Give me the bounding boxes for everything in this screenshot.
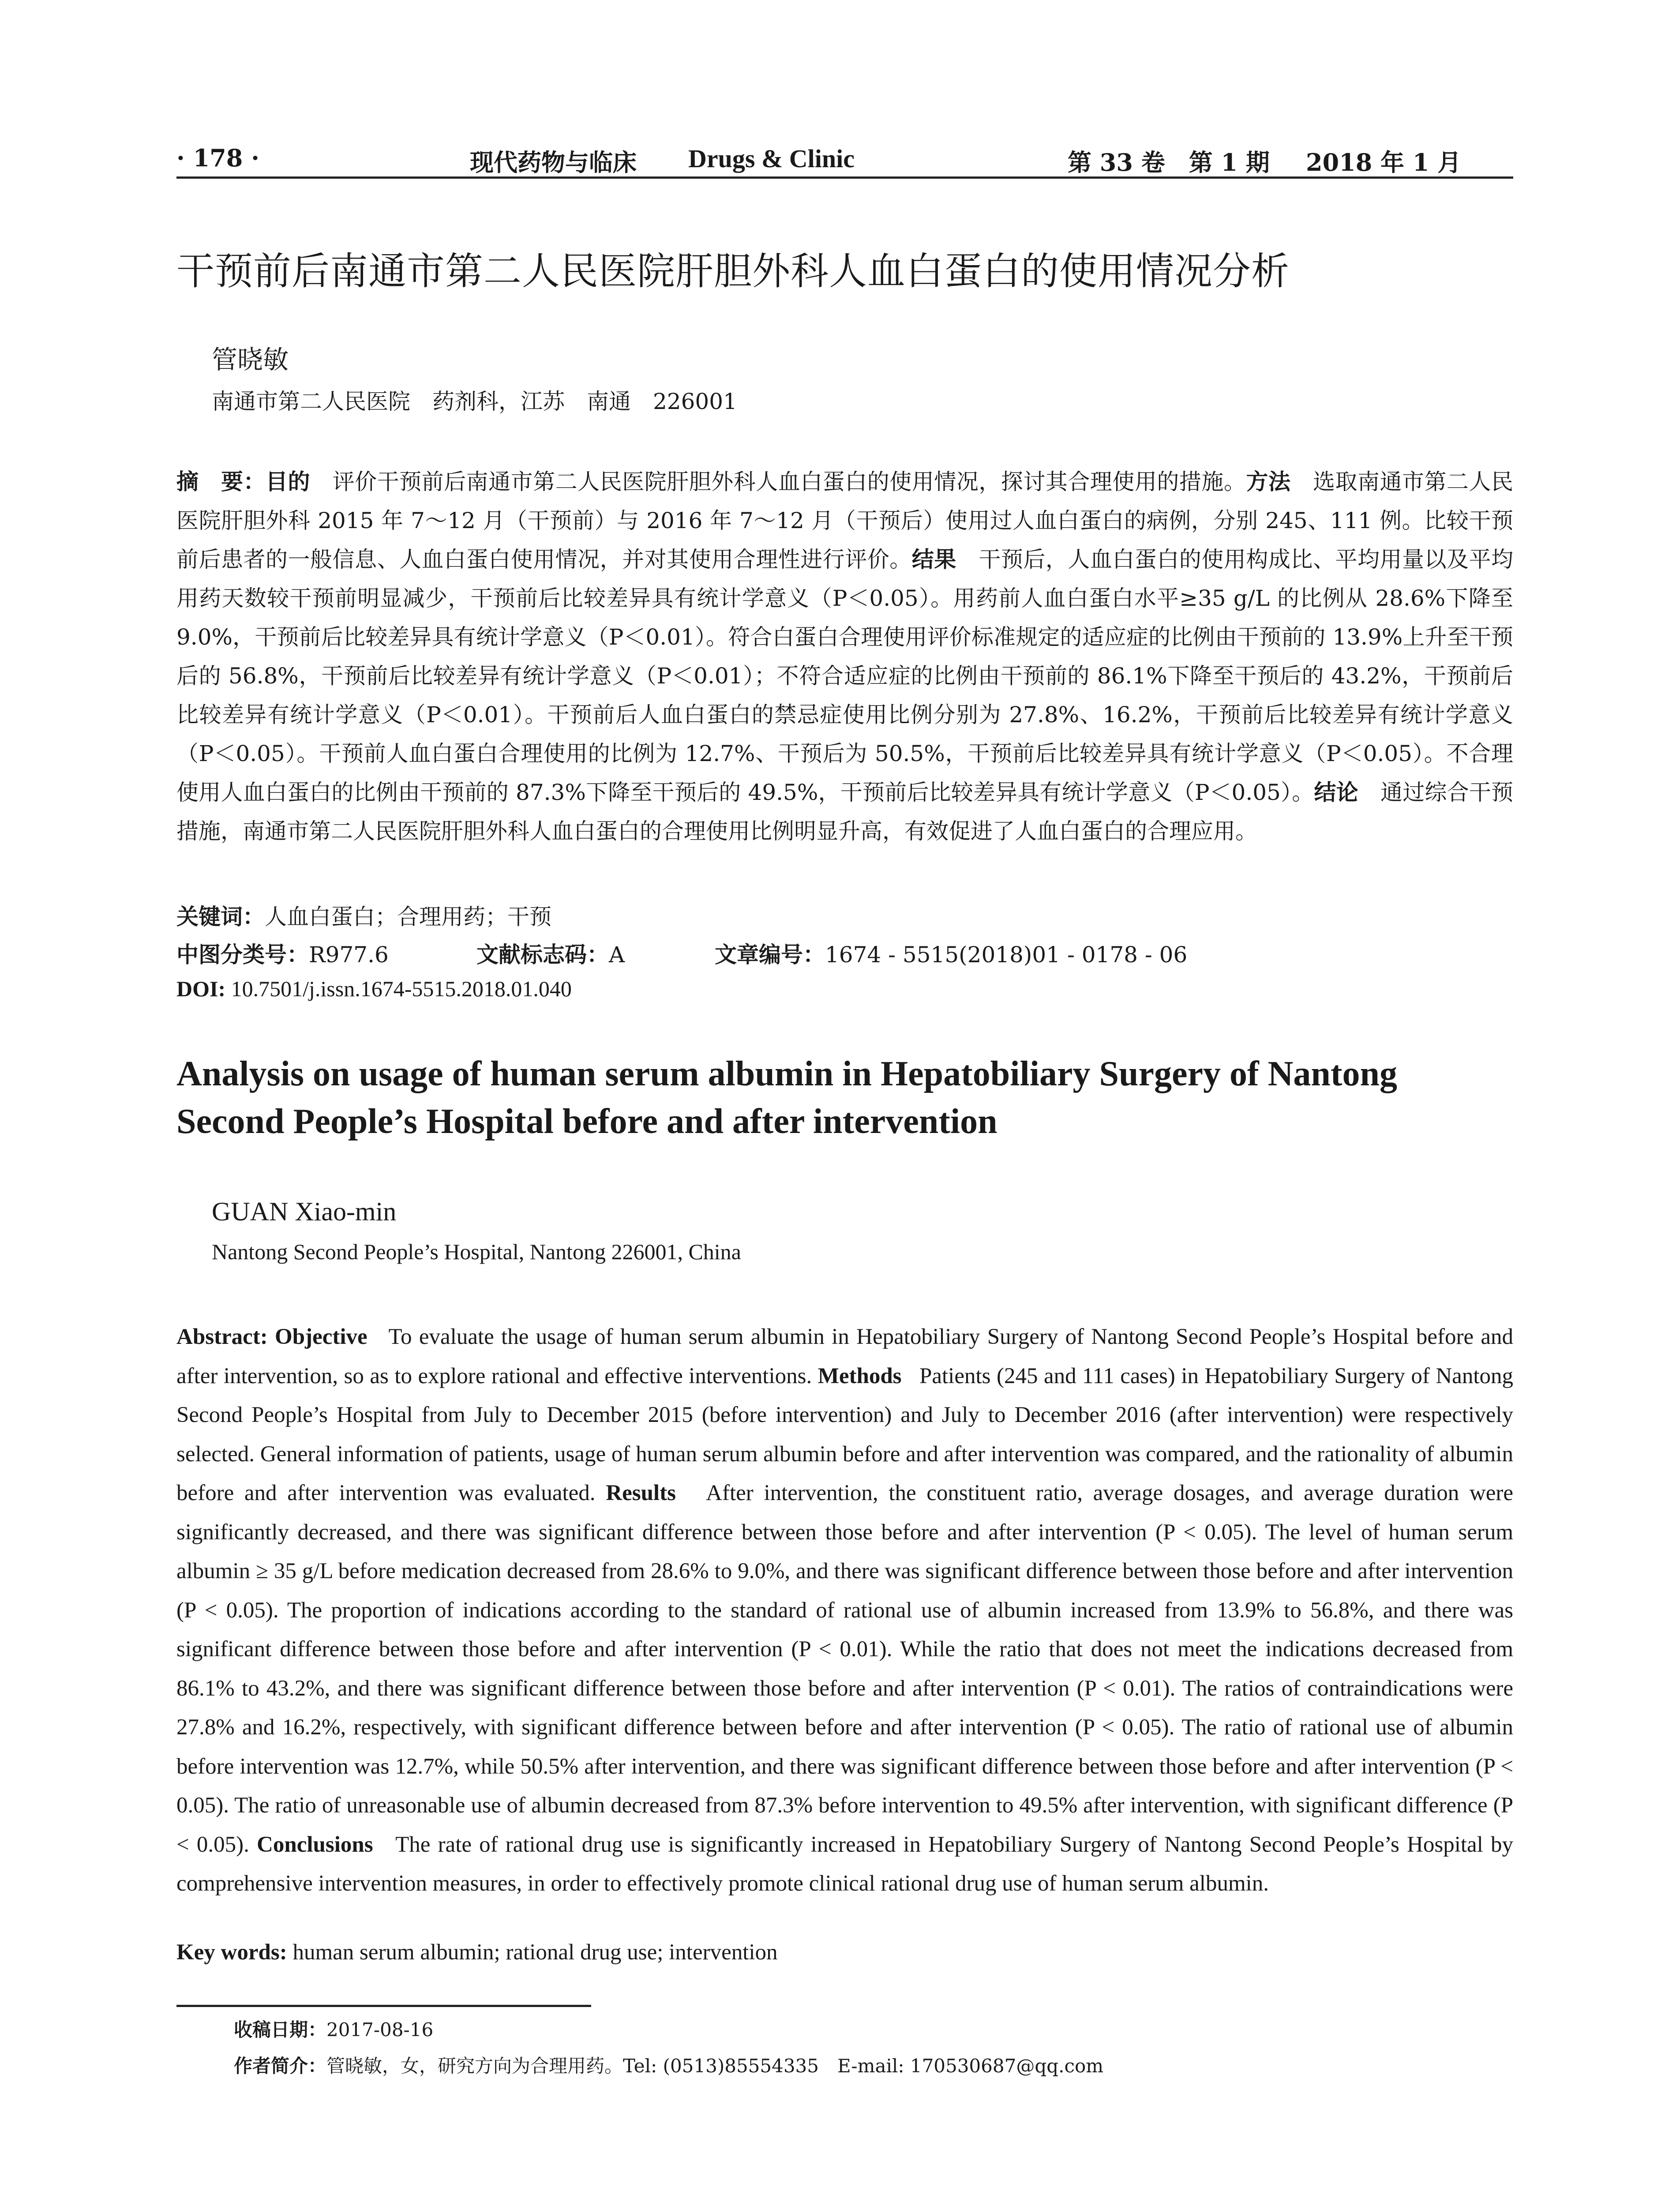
methods-label-cn: 方法	[1246, 469, 1291, 495]
conclusions-label-en: Conclusions	[257, 1832, 373, 1857]
keywords-label-en: Key words:	[176, 1940, 287, 1965]
objective-text-cn: 评价干预前后南通市第二人民医院肝胆外科人血白蛋白的使用情况，探讨其合理使用的措施。	[332, 469, 1246, 495]
keywords-label-cn: 关键词：	[176, 904, 265, 930]
author-cn: 管晓敏	[212, 345, 289, 375]
author-en: GUAN Xiao-min	[212, 1197, 397, 1226]
abstract-cn	[176, 462, 1513, 851]
received-date	[234, 2015, 433, 2042]
doi-value: 10.7501/j.issn.1674-5515.2018.01.040	[231, 976, 572, 1001]
title-en-line1: Analysis on usage of human serum albumin in Hepatobiliary Surgery of Nantong	[176, 1054, 1398, 1093]
keywords-text-cn: 人血白蛋白；合理用药；干预	[265, 904, 551, 930]
objective-label-cn: 目的	[266, 469, 311, 495]
title-cn: 干预前后南通市第二人民医院肝胆外科人血白蛋白的使用情况分析	[176, 249, 1290, 293]
journal-name-en: Drugs & Clinic	[688, 144, 855, 173]
doccode-value: A	[609, 942, 625, 968]
doi-label: DOI:	[176, 976, 226, 1001]
clc-value: R977.6	[309, 942, 389, 968]
methods-label-en: Methods	[818, 1363, 902, 1388]
journal-name-cn: 现代药物与临床	[470, 148, 637, 176]
conclusion-text-cn: 通过综合干预措施，南通市第二人民医院肝胆外科人血白蛋白的合理使用比例明显升高，有效促进了人血白蛋白的合理应用。	[176, 780, 1514, 844]
page-number: · 178 ·	[176, 144, 259, 172]
footnote-rule	[176, 2005, 591, 2007]
bio-value: 管晓敏，女，研究方向为合理用药。Tel: (0513)85554335 E-mail: 170530687@qq.com	[326, 2055, 1104, 2077]
author-bio	[234, 2052, 1103, 2078]
objective-label-en: Objective	[275, 1324, 368, 1349]
results-text-cn: 干预后，人血白蛋白的使用构成比、平均用量以及平均用药天数较干预前明显减少，干预前后比较差异具有统计学意义（P＜0.05）。用药前人血白蛋白水平≥35 g/L 的比例从 28.6%下降至 9.0%，干预前后比较差异具有统计学意义（P＜0.01）。符合白蛋白合理使用评价标准规定的适应症的比例由干预前的 13.9%上升至干预后的 56.8%，干预前后比较差异有统计学意义（P＜0.01）；不符合适应症的比例由干预前的 86.1%下降至干预后的 43.2%，干预前后比较差异有统计学意义（P＜0.01）。干预前后人血白蛋白的禁忌症使用比例分别为 27.8%、16.2%，干预前后比较差异有统计学意义（P＜0.05）。干预前人血白蛋白合理使用的比例为 12.7%、干预后为 50.5%，干预前后比较差异具有统计学意义（P＜0.05）。不合理使用人血白蛋白的比例由干预前的 87.3%下降至干预后的 49.5%，干预前后比较差异具有统计学意义（P＜0.05）。	[176, 547, 1514, 805]
keywords-text-en: human serum albumin; rational drug use; intervention	[292, 1940, 778, 1965]
methods-text-en: Patients (245 and 111 cases) in Hepatobiliary Surgery of Nantong Second People’s Hospital from July to December 2015 (before intervention) and July to December 2016 (after intervention) were respectively selected. General information of patients, usage of human serum albumin before and after intervention was compared, and the rationality of albumin before and after intervention was evaluated.	[176, 1363, 1513, 1505]
objective-text-en: To evaluate the usage of human serum albumin in Hepatobiliary Surgery of Nantong Second People’s Hospital before and after intervention, so as to explore rational and effective interventions.	[176, 1324, 1513, 1388]
keywords-cn	[176, 899, 551, 931]
affiliation-en: Nantong Second People’s Hospital, Nantong 226001, China	[212, 1239, 741, 1264]
methods-text-cn: 选取南通市第二人民医院肝胆外科 2015 年 7～12 月（干预前）与 2016 年 7～12 月（干预后）使用过人血白蛋白的病例，分别 245、111 例。比较干预前后患者的一般信息、人血白蛋白使用情况，并对其使用合理性进行评价。	[176, 469, 1514, 572]
title-en-line2: Second People’s Hospital before and after intervention	[176, 1102, 998, 1141]
volume-issue: 第 33 卷 第 1 期	[1068, 148, 1270, 176]
keywords-en	[176, 1940, 778, 1965]
abstract-label-en: Abstract:	[176, 1324, 268, 1349]
doi-line	[176, 976, 572, 1002]
abstract-en	[176, 1317, 1513, 1903]
results-text-en: After intervention, the constituent ratio, average dosages, and average duration were significantly decreased, and there was significant difference between those before and after intervention (P < 0.05). The level of human serum albumin ≥ 35 g/L before medication decreased from 28.6% to 9.0%, and there was significant difference between those before and after intervention (P < 0.05). The proportion of indications according to the standard of rational use of albumin increased from 13.9% to 56.8%, and there was significant difference between those before and after intervention (P < 0.01). While the ratio that does not meet the indications decreased from 86.1% to 43.2%, and there was significant difference between those before and after intervention (P < 0.01). The ratios of contraindications were 27.8% and 16.2%, respectively, with significant difference between before and after intervention (P < 0.05). The ratio of rational use of albumin before intervention was 12.7%, while 50.5% after intervention, and there was significant difference between those before and after intervention (P < 0.05). The ratio of unreasonable use of albumin decreased from 87.3% before intervention to 49.5% after intervention, with significant difference (P < 0.05).	[176, 1481, 1514, 1857]
affiliation-cn: 南通市第二人民医院 药剂科，江苏 南通 226001	[212, 389, 737, 414]
results-label-en: Results	[606, 1481, 676, 1505]
article-no-label: 文章编号：	[715, 942, 825, 968]
issue-date: 2018 年 1 月	[1306, 148, 1462, 176]
received-label: 收稿日期：	[234, 2019, 327, 2041]
doccode-label: 文献标志码：	[476, 942, 609, 968]
article-no-value: 1674 - 5515(2018)01 - 0178 - 06	[825, 942, 1188, 968]
running-header	[176, 140, 1513, 180]
bio-label: 作者简介：	[234, 2055, 327, 2077]
classification-line	[176, 937, 1513, 968]
received-value: 2017-08-16	[326, 2019, 434, 2041]
title-en	[176, 1050, 1513, 1145]
clc-label: 中图分类号：	[176, 942, 309, 968]
conclusions-text-en: The rate of rational drug use is significantly increased in Hepatobiliary Surgery of Nantong Second People’s Hospital by comprehensive intervention measures, in order to effectively promote clinical rational drug use of human serum albumin.	[176, 1832, 1513, 1896]
header-rule	[176, 176, 1513, 179]
results-label-cn: 结果	[911, 547, 956, 572]
conclusion-label-cn: 结论	[1314, 780, 1358, 805]
abstract-label-cn: 摘 要：	[176, 469, 266, 495]
